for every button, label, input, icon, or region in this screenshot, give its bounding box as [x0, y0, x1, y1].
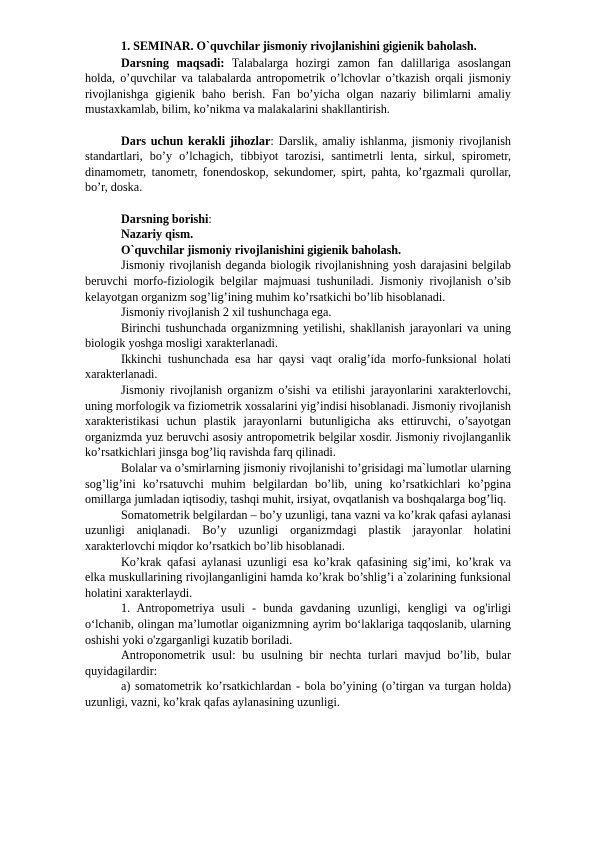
- progress-heading: [85, 212, 511, 228]
- spacer: [85, 196, 511, 212]
- body-paragraph: Ko’krak qafasi aylanasi uzunligi esa ko’krak qafasining sig’imi, ko’krak va elka muskullarining rivojlanganligini hamda ko’krak bo’shlig’i a`zolarining funksional holatini xarakterlaydi.: [85, 554, 511, 600]
- progress-label: Darsning borishi: [121, 211, 209, 226]
- tools-text: : Darslik, amaliy ishlanma, jismoniy rivojlanish standartlari, bo’y o’lchagich, tibbiyot tarozisi, santimetrli lenta, sirkul, spirometr, dinamometr, tanometr, fonendoskop, sekundomer, spirt, pahta, ko’rgazmali qurollar, bo’r, doska.: [85, 133, 512, 195]
- page-title: 1. SEMINAR. O`quvchilar jismoniy rivojlanishini gigienik baholash.: [121, 39, 477, 53]
- goal-paragraph: [85, 56, 511, 118]
- tools-label: Dars uchun kerakli jihozlar: [121, 133, 271, 148]
- body-paragraph: Birinchi tushunchada organizmning yetilishi, shakllanish jarayonlari va uning biologik yoshga mosligi xarakterlanadi.: [85, 320, 511, 351]
- goal-label: Darsning maqsadi:: [121, 55, 225, 70]
- body-paragraph: Antroponometrik usul: bu usulning bir nechta turlari mavjud bo’lib, bular quyidagilardir:: [85, 648, 511, 678]
- body-paragraph: Jismoniy rivojlanish 2 xil tushunchaga ega.: [121, 305, 332, 320]
- spacer: [85, 118, 511, 134]
- body-paragraph: Jismoniy rivojlanish organizm o’sishi va etilishi jarayonlarini xarakterlovchi, uning morfologik va fiziometrik xossalarini yig’indisi hisoblanadi. Jismoniy rivojlanish xarakteristikasi uchun plastik jarayonlarni butunligicha aks ettiruvchi, o’sayotgan organizmda yuz beruvchi asosiy antropometrik belgilar xosdir. Jismoniy rivojlanganlik ko’rsatkichlari jinsga bog’liq ravishda farq qilinadi.: [85, 383, 511, 460]
- goal-text: Talabalarga hozirgi zamon fan dalillariga asoslangan holda, o’quvchilar va talabalarda antropometrik o’lchovlar o’tkazish orqali jismoniy rivojlanishga gigienik baho berish. Fan bo’yicha olgan nazariy bilimlarni amaliy mustaxkamlab, bilim, ko’nikma va malakalarini shakllantirish.: [85, 55, 511, 117]
- body-paragraph: a) somatometrik ko’rsatkichlardan - bola bo’yining (o’tirgan va turgan holda) uzunligi, vazni, ko’krak qafas aylanasining uzunligi.: [85, 679, 511, 709]
- body-paragraph: Ikkinchi tushunchada esa har qaysi vaqt oralig’ida morfo-funksional holati xarakterlanadi.: [85, 351, 511, 382]
- body-paragraph: 1. Antropometriya usuli - bunda gavdaning uzunligi, kengligi va og'irligi o‘lchanib, olingan ma’lumotlar oiganizmning ayrim bo‘laklariga taqqoslanib, ularning oshishi yoki o'zgarganligi kuzatib boriladi.: [85, 601, 511, 647]
- section-heading: O`quvchilar jismoniy rivojlanishini gigienik baholash.: [121, 242, 402, 257]
- theory-heading: Nazariy qism.: [121, 227, 194, 242]
- body-paragraph: Jismoniy rivojlanish deganda biologik rivojlanishning yosh darajasini belgilab beruvchi morfo-fiziologik belgilar majmuasi tushuniladi. Jismoniy rivojlanish o’sib kelayotgan organizm sog’lig’ining muhim ko’rsatkichi bo’lib hisoblanadi.: [85, 258, 511, 304]
- body-paragraph: Bolalar va o’smirlarning jismoniy rivojlanishi to’grisidagi ma`lumotlar ularning sog’lig’ini ko’rsatuvchi muhim belgilardan bo’lib, uning ko’rsatkichlari ko’pgina omillarga jumladan iqtisodiy, tashqi muhit, irsiyat, ovqatlanish va boshqalarga bog’liq.: [85, 461, 511, 507]
- progress-colon: :: [208, 211, 212, 226]
- body-paragraph: Somatometrik belgilardan – bo’y uzunligi, tana vazni va ko’krak qafasi aylanasi uzunligi aniqlanadi. Bo’y uzunligi organizmdagi plastik jarayonlar holatini xarakterlovchi miqdor ko’rsatkich bo’lib hisoblanadi.: [85, 507, 511, 553]
- tools-paragraph: [85, 134, 511, 196]
